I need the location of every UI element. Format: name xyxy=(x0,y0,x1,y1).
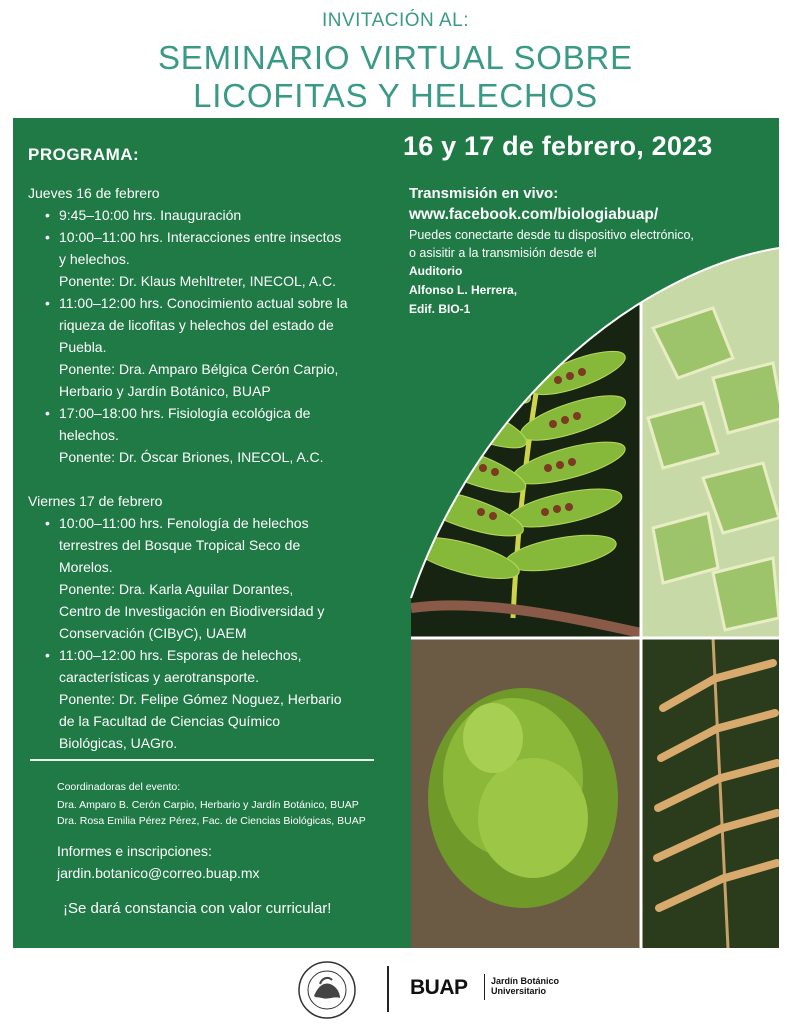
program-item xyxy=(28,226,380,292)
info-label: Informes e inscripciones: xyxy=(57,843,212,859)
program-item-line: Ponente: Dra. Karla Aguilar Dorantes, xyxy=(59,581,294,597)
program-item-line: 11:00–12:00 hrs. Esporas de helechos, xyxy=(59,647,302,663)
title-line-1: SEMINARIO VIRTUAL SOBRE xyxy=(157,39,633,76)
coordinator-2: Dra. Rosa Emilia Pérez Pérez, Fac. de Ciencias Biológicas, BUAP xyxy=(57,815,366,827)
program-item xyxy=(28,512,380,644)
venue-line-3: Edif. BIO-1 xyxy=(409,302,471,316)
registration-info xyxy=(57,840,260,884)
program-title: PROGRAMA: xyxy=(28,145,140,164)
coordinator-1: Dra. Amparo B. Cerón Carpio, Herbario y Jardín Botánico, BUAP xyxy=(57,799,359,811)
coordinators-title: Coordinadoras del evento: xyxy=(57,781,181,793)
program-item-line: Herbario y Jardín Botánico, BUAP xyxy=(59,383,271,399)
school-seal-logo xyxy=(290,956,364,1022)
program-item-line: Morelos. xyxy=(59,559,113,575)
bullet-icon: • xyxy=(45,229,50,245)
program-item-line: 10:00–11:00 hrs. Interacciones entre insectos xyxy=(59,229,342,245)
day-1-items xyxy=(28,204,380,468)
stream-desc-2: o asisitir a la transmisión desde el xyxy=(409,246,597,260)
logo-divider xyxy=(387,966,389,1012)
stream-label: Transmisión en vivo: xyxy=(409,185,559,202)
program-item-line: Ponente: Dra. Amparo Bélgica Cerón Carpio, xyxy=(59,361,339,377)
venue-line-1: Auditorio xyxy=(409,264,463,278)
day-2-items xyxy=(28,512,380,754)
title-line-2: LICOFITAS Y HELECHOS xyxy=(193,77,598,114)
certificate-note: ¡Se dará constancia con valor curricular! xyxy=(63,900,332,917)
spikemoss-photo xyxy=(411,638,641,948)
program-item-line: 9:45–10:00 hrs. Inauguración xyxy=(59,207,242,223)
jb-line-2: Universitario xyxy=(491,986,547,996)
day-2-label: Viernes 17 de febrero xyxy=(28,493,163,509)
program-item-line: Conservación (CIByC), UAEM xyxy=(59,625,247,641)
program-item-line: características y aerotransporte. xyxy=(59,669,259,685)
coordinators xyxy=(57,779,387,829)
program-item-line: Ponente: Dr. Klaus Mehltreter, INECOL, A.C. xyxy=(59,273,337,289)
event-date: 16 y 17 de febrero, 2023 xyxy=(403,131,713,161)
program-item-line: Ponente: Dr. Óscar Briones, INECOL, A.C. xyxy=(59,449,324,465)
venue-line-2: Alfonso L. Herrera, xyxy=(409,283,518,297)
program-item xyxy=(28,402,380,468)
jb-line-1: Jardín Botánico xyxy=(491,976,560,986)
program-item-line: y helechos. xyxy=(59,251,130,267)
bullet-icon: • xyxy=(45,647,50,663)
program-item-line: Centro de Investigación en Biodiversidad y xyxy=(59,603,325,619)
program-item-line: terrestres del Bosque Tropical Seco de xyxy=(59,537,301,553)
program-item-line: 17:00–18:00 hrs. Fisiología ecológica de xyxy=(59,405,311,421)
program-item xyxy=(28,644,380,754)
contact-email-link[interactable]: jardin.botanico@correo.buap.mx xyxy=(57,865,260,881)
bullet-icon: • xyxy=(45,295,50,311)
program-item-line: Puebla. xyxy=(59,339,107,355)
buap-logo: BUAP xyxy=(410,976,468,999)
program-item-line: de la Facultad de Ciencias Químico xyxy=(59,713,280,729)
bullet-icon: • xyxy=(45,405,50,421)
program-list xyxy=(28,182,380,754)
bullet-icon: • xyxy=(45,515,50,531)
green-panel xyxy=(13,118,779,948)
program-item-line: riqueza de licofitas y helechos del estado de xyxy=(59,317,334,333)
footer-logos xyxy=(0,948,791,1024)
program-item-line: helechos. xyxy=(59,427,119,443)
program-item-line: Ponente: Dr. Felipe Gómez Noguez, Herbario xyxy=(59,691,342,707)
stream-url-link[interactable]: www.facebook.com/biologiabuap/ xyxy=(409,206,659,223)
jardin-botanico-logo xyxy=(491,976,559,996)
divider xyxy=(30,759,374,761)
stream-desc-1: Puedes conectarte desde tu dispositivo electrónico, xyxy=(409,228,694,242)
logo-divider-small xyxy=(484,974,485,1000)
program-item-line: Biológicas, UAGro. xyxy=(59,735,178,751)
invitation-kicker: INVITACIÓN AL: xyxy=(321,10,470,31)
program-item xyxy=(28,292,380,402)
day-1-label: Jueves 16 de febrero xyxy=(28,185,160,201)
program-item-line: 10:00–11:00 hrs. Fenología de helechos xyxy=(59,515,309,531)
program-item-line: 11:00–12:00 hrs. Conocimiento actual sobre la xyxy=(59,295,348,311)
bullet-icon: • xyxy=(45,207,50,223)
fern-frond-photo xyxy=(641,638,779,948)
program-item xyxy=(28,204,380,226)
stream-info xyxy=(409,184,769,319)
